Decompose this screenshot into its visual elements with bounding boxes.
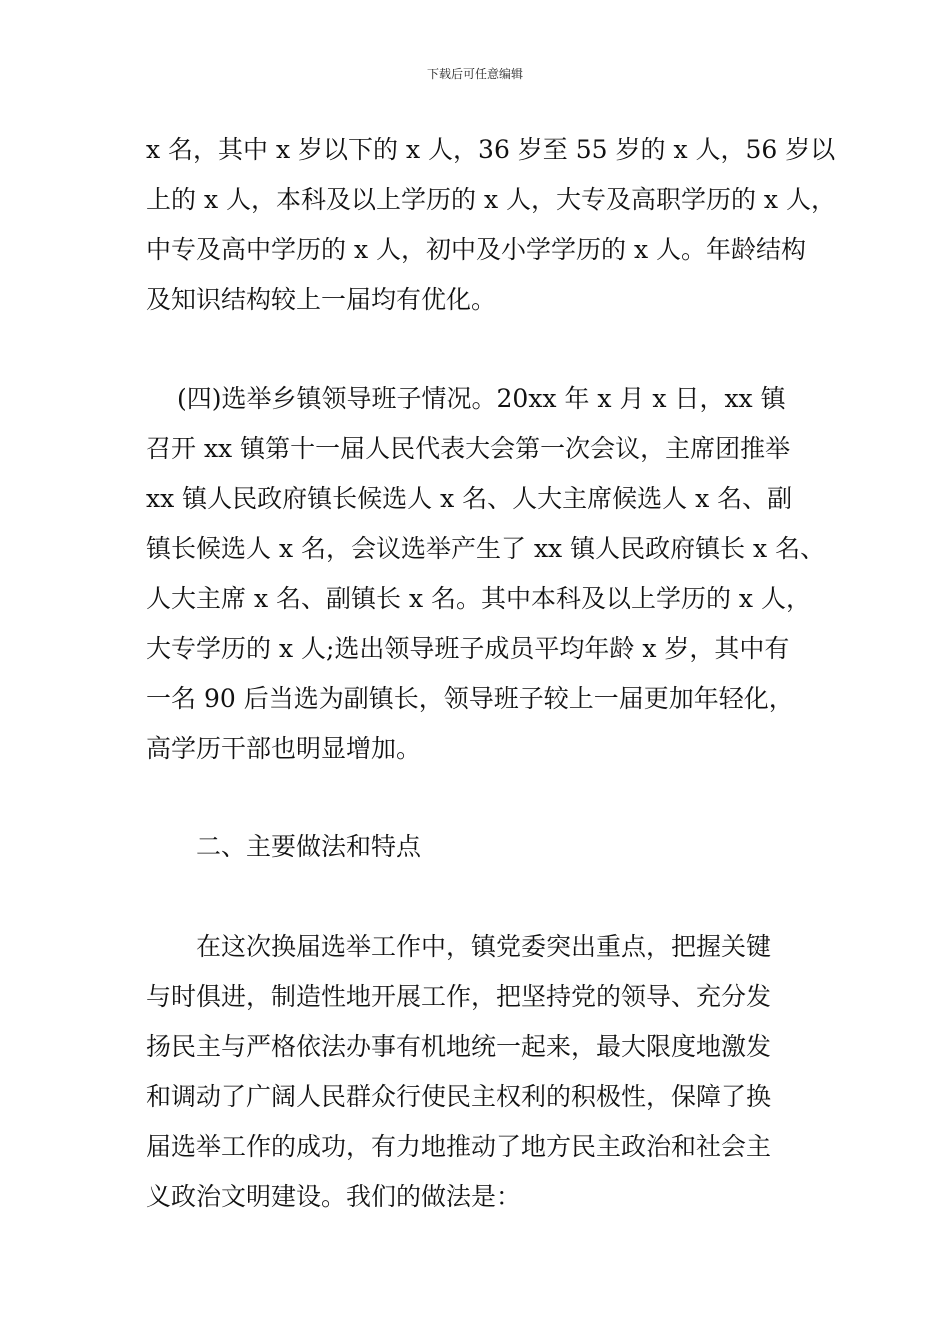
section-heading: 二、主要做法和特点 <box>196 832 422 861</box>
paragraph-line: x 名，其中 x 岁以下的 x 人，36 岁至 55 岁的 x 人，56 岁以 <box>146 135 836 164</box>
paragraph-line: 在这次换届选举工作中，镇党委突出重点，把握关键 <box>196 932 772 961</box>
paragraph-line: 中专及高中学历的 x 人，初中及小学学历的 x 人。年龄结构 <box>146 235 806 264</box>
paragraph-line: 义政治文明建设。我们的做法是： <box>146 1182 522 1211</box>
paragraph-line: 高学历干部也明显增加。 <box>146 734 422 763</box>
paragraph-line: 镇长候选人 x 名，会议选举产生了 xx 镇人民政府镇长 x 名、 <box>146 534 826 563</box>
paragraph-line: 一名 90 后当选为副镇长，领导班子较上一届更加年轻化， <box>146 684 794 713</box>
paragraph-line: xx 镇人民政府镇长候选人 x 名、人大主席候选人 x 名、副 <box>146 484 793 513</box>
page-header: 下载后可任意编辑 <box>426 67 523 81</box>
paragraph-line: 与时俱进，制造性地开展工作，把坚持党的领导、充分发 <box>146 982 772 1011</box>
paragraph-line: 人大主席 x 名、副镇长 x 名。其中本科及以上学历的 x 人， <box>146 584 811 613</box>
paragraph-line: 届选举工作的成功，有力地推动了地方民主政治和社会主 <box>146 1132 772 1161</box>
paragraph-line: 上的 x 人，本科及以上学历的 x 人，大专及高职学历的 x 人， <box>146 185 836 214</box>
paragraph-line: 召开 xx 镇第十一届人民代表大会第一次会议，主席团推举 <box>146 434 791 463</box>
paragraph-line: 大专学历的 x 人;选出领导班子成员平均年龄 x 岁，其中有 <box>146 634 790 663</box>
paragraph-line: 和调动了广阔人民群众行使民主权利的积极性，保障了换 <box>146 1082 772 1111</box>
paragraph-line: 扬民主与严格依法办事有机地统一起来，最大限度地激发 <box>146 1032 772 1061</box>
paragraph-line: (四)选举乡镇领导班子情况。20xx 年 x 月 x 日，xx 镇 <box>177 384 786 413</box>
paragraph-line: 及知识结构较上一届均有优化。 <box>146 285 497 314</box>
